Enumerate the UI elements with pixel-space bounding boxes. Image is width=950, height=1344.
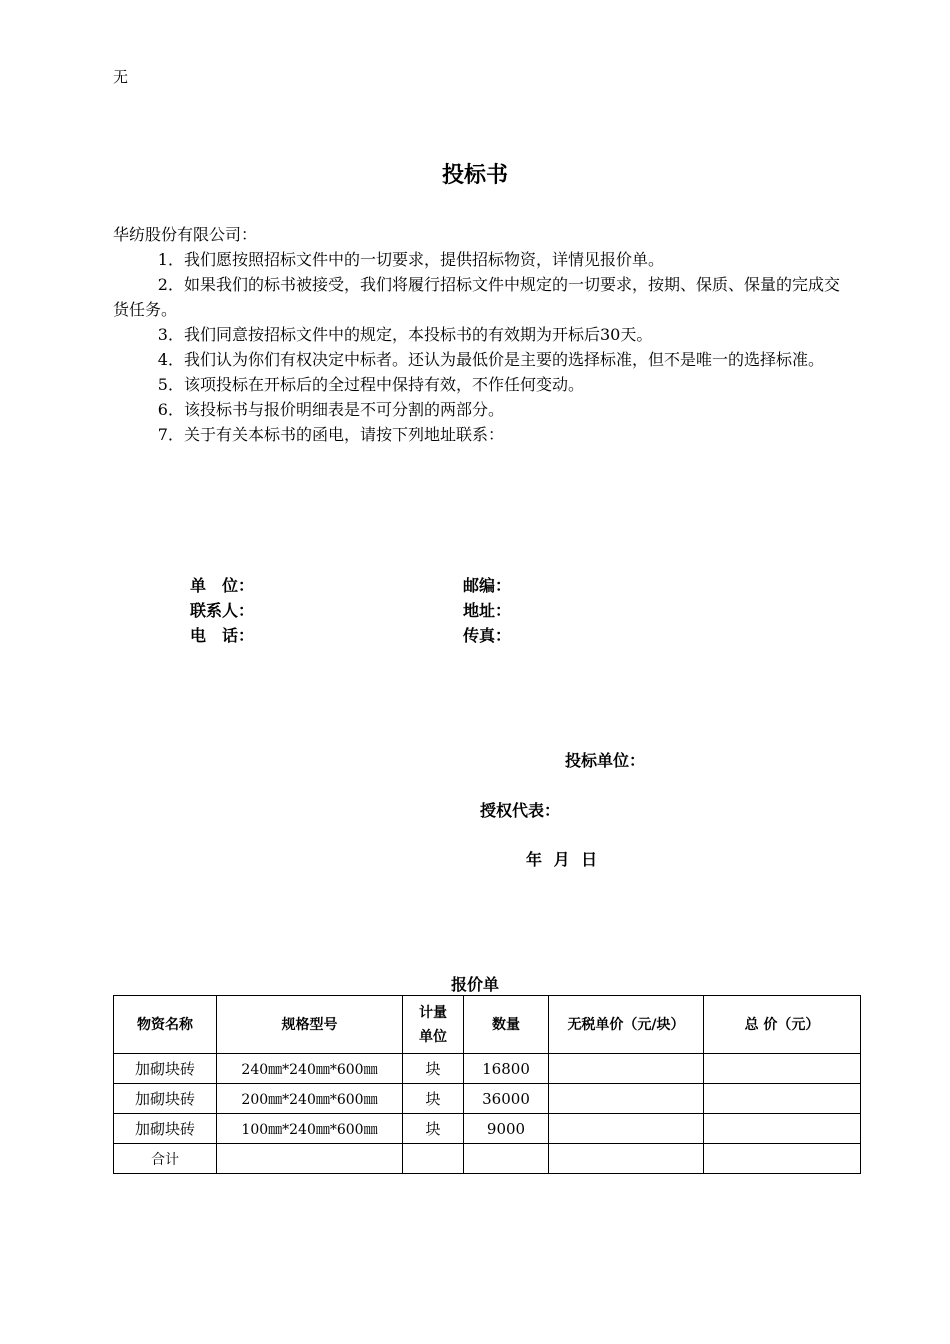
clause-5: 5．该项投标在开标后的全过程中保持有效，不作任何变动。 xyxy=(157,375,584,394)
clause-7: 7．关于有关本标书的函电，请按下列地址联系： xyxy=(157,425,504,444)
contact-block xyxy=(190,573,511,648)
cell xyxy=(549,1144,704,1174)
cell: 16800 xyxy=(464,1054,549,1084)
header-cell: 总 价（元） xyxy=(704,996,861,1054)
cell xyxy=(464,1144,549,1174)
document-title: 投标书 xyxy=(441,163,508,188)
representative-label: 授权代表： xyxy=(480,801,561,820)
cell xyxy=(704,1054,861,1084)
cell xyxy=(549,1054,704,1084)
clause-6: 6．该投标书与报价明细表是不可分割的两部分。 xyxy=(157,400,504,419)
cell xyxy=(704,1144,861,1174)
cell xyxy=(403,1144,464,1174)
header-cell: 物资名称 xyxy=(114,996,217,1054)
cell xyxy=(704,1114,861,1144)
table-header-row xyxy=(114,996,861,1054)
cell: 块 xyxy=(403,1084,464,1114)
table-row xyxy=(114,1084,861,1114)
cell: 加砌块砖 xyxy=(114,1054,217,1084)
fax-label: 传真： xyxy=(463,626,512,645)
table-row xyxy=(114,1114,861,1144)
header-cell: 无税单价（元/块） xyxy=(549,996,704,1054)
cell: 块 xyxy=(403,1114,464,1144)
cell: 100㎜*240㎜*600㎜ xyxy=(217,1114,403,1144)
cell: 36000 xyxy=(464,1084,549,1114)
clause-3: 3．我们同意按招标文件中的规定，本投标书的有效期为开标后30天。 xyxy=(157,325,653,344)
letter-body xyxy=(113,222,843,447)
cell: 200㎜*240㎜*600㎜ xyxy=(217,1084,403,1114)
cell xyxy=(549,1084,704,1114)
header-cell: 数量 xyxy=(464,996,549,1054)
cell: 块 xyxy=(403,1054,464,1084)
date-label: 年 月 日 xyxy=(526,850,598,869)
clause-2: 2．如果我们的标书被接受，我们将履行招标文件中规定的一切要求，按期、保质、保量的完成交货任务。 xyxy=(113,275,840,319)
cell xyxy=(549,1114,704,1144)
cell: 9000 xyxy=(464,1114,549,1144)
addressee: 华纺股份有限公司： xyxy=(113,225,258,244)
cell: 加砌块砖 xyxy=(114,1114,217,1144)
quote-table xyxy=(113,995,861,1174)
header-cell: 计量单位 xyxy=(403,996,464,1054)
phone-label: 电 话： xyxy=(190,626,255,645)
header-mark: 无 xyxy=(113,68,129,86)
header-cell: 规格型号 xyxy=(217,996,403,1054)
cell xyxy=(217,1144,403,1174)
cell: 加砌块砖 xyxy=(114,1084,217,1114)
table-row xyxy=(114,1054,861,1084)
total-label: 合计 xyxy=(114,1144,217,1174)
cell xyxy=(704,1084,861,1114)
bidder-label: 投标单位： xyxy=(565,751,646,770)
clause-4: 4．我们认为你们有权决定中标者。还认为最低价是主要的选择标准，但不是唯一的选择标准。 xyxy=(157,350,824,369)
unit-label: 单 位： xyxy=(190,576,255,595)
address-label: 地址： xyxy=(463,601,512,620)
cell: 240㎜*240㎜*600㎜ xyxy=(217,1054,403,1084)
contact-person-label: 联系人： xyxy=(190,601,255,620)
clause-1: 1．我们愿按照招标文件中的一切要求，提供招标物资，详情见报价单。 xyxy=(157,250,664,269)
total-row xyxy=(114,1144,861,1174)
quote-title: 报价单 xyxy=(450,975,499,994)
postcode-label: 邮编： xyxy=(463,576,512,595)
